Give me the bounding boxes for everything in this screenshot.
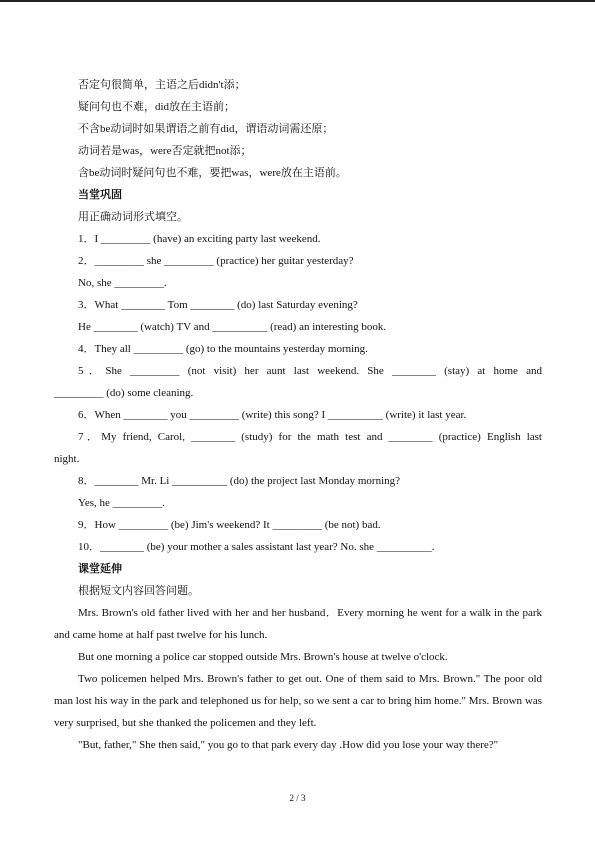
grammar-note: 疑问句也不难，did放在主语前； <box>78 101 236 113</box>
exercise-item: 6．When ________ you _________ (write) this song? I __________ (write) it last year. <box>78 409 467 421</box>
exercise-item: 7．My friend, Carol, ________ (study) for the math test and ________ (practice) English last <box>78 431 542 443</box>
exercise-item: 2．_________ she _________ (practice) her guitar yesterday? <box>78 255 354 267</box>
exercise-item: 10．________ (be) your mother a sales assistant last year? No. she __________. <box>78 541 435 553</box>
exercise-item: He ________ (watch) TV and __________ (read) an interesting book. <box>78 321 387 333</box>
reading-paragraph: But one morning a police car stopped outside Mrs. Brown's house at twelve o'clock. <box>78 651 448 663</box>
reading-paragraph: "But, father," She then said," you go to that park every day .How did you lose your way there?" <box>78 739 499 751</box>
practice-section <box>54 184 542 558</box>
section-instruction: 根据短文内容回答问题。 <box>78 585 199 597</box>
extension-section <box>54 558 542 756</box>
grammar-note: 否定句很简单，主语之后didn't添； <box>78 79 246 91</box>
section-heading-extension: 课堂延伸 <box>78 562 122 575</box>
grammar-note: 含be动词时疑问句也不难，要把was，were放在主语前。 <box>78 167 347 179</box>
reading-paragraph: Mrs. Brown's old father lived with her and her husband．Every morning he went for a walk in the park and came home at half past twelve for his lunch. <box>54 607 542 641</box>
exercise-item-continuation: night. <box>54 453 80 465</box>
document-body <box>54 74 542 756</box>
reading-paragraph: Two policemen helped Mrs. Brown's father to get out. One of them said to Mrs. Brown." The poor old man lost his way in the park and telephoned us for help, so we sent a car to bring him home." Mrs. Brown was very surprised, but she thanked the policemen and they left. <box>54 673 542 729</box>
exercise-item: No, she _________. <box>78 277 167 289</box>
grammar-note: 不含be动词时如果谓语之前有did，谓语动词需还原； <box>78 123 334 135</box>
exercise-item-continuation: _________ (do) some cleaning. <box>54 387 194 399</box>
exercise-item: Yes, he _________. <box>78 497 165 509</box>
exercise-item: 5．She _________ (not visit) her aunt last weekend. She ________ (stay) at home and <box>78 365 542 377</box>
section-instruction: 用正确动词形式填空。 <box>78 211 188 223</box>
exercise-item: 9．How _________ (be) Jim's weekend? It _________ (be not) bad. <box>78 519 381 531</box>
exercise-item: 4．They all _________ (go) to the mountains yesterday morning. <box>78 343 368 355</box>
header-rule <box>0 0 595 2</box>
exercise-item: 8．________ Mr. Li __________ (do) the project last Monday morning? <box>78 475 401 487</box>
grammar-note: 动词若是was，were否定就把not添； <box>78 145 252 157</box>
exercise-item: 1．I _________ (have) an exciting party last weekend. <box>78 233 321 245</box>
section-heading-practice: 当堂巩固 <box>78 188 122 201</box>
page-number: 2 / 3 <box>289 793 306 803</box>
exercise-item: 3．What ________ Tom ________ (do) last Saturday evening? <box>78 299 358 311</box>
grammar-notes <box>54 74 542 184</box>
